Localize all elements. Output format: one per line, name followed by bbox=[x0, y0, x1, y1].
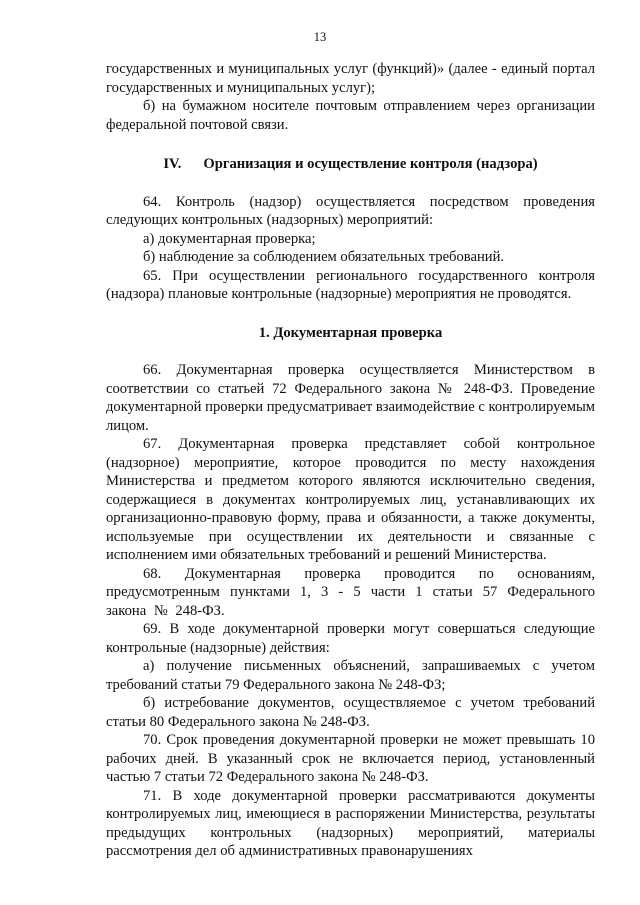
document-body bbox=[106, 60, 595, 861]
list-item-69b: б) истребование документов, осуществляемое с учетом требований статьи 80 Федерального закона № 248-ФЗ. bbox=[106, 695, 595, 730]
subsection-heading: 1. Документарная проверка bbox=[258, 324, 443, 341]
list-item-a: а) документарная проверка; bbox=[143, 230, 316, 247]
section-title: Организация и осуществление контроля (надзора) bbox=[203, 156, 538, 172]
page-number: 13 bbox=[313, 30, 327, 44]
paragraph-portal: государственных и муниципальных услуг (функций)» (далее - единый портал государственных и муниципальных услуг); bbox=[106, 61, 595, 96]
paragraph-69: 69. В ходе документарной проверки могут совершаться следующие контрольные (надзорные) действия: bbox=[106, 621, 595, 656]
paragraph-65: 65. При осуществлении регионального государственного контроля (надзора) плановые контрольные (надзорные) мероприятия не проводятся. bbox=[106, 267, 595, 302]
paragraph-66: 66. Документарная проверка осуществляется Министерством в соответствии со статьей 72 Федерального закона № 248-ФЗ. Проведение документарной проверки предусматривает взаимодействие с контролируемым лицом. bbox=[106, 362, 595, 434]
paragraph-67: 67. Документарная проверка представляет собой контрольное (надзорное) мероприятие, которое проводится по месту нахождения Министерства и предметом которого являются исключительно сведения, содержащиеся в документах контролируемых лиц, устанавливающих их организационно-правовую форму, права и обязанности, а также документы, используемые при осуществлении их деятельности и связанные с исполнением ими обязательных требований и решений Министерства. bbox=[106, 436, 595, 563]
paragraph-68: 68. Документарная проверка проводится по основаниям, предусмотренным пунктами 1, 3 - 5 части 1 статьи 57 Федерального закона № 248-ФЗ. bbox=[106, 565, 595, 619]
paragraph-70: 70. Срок проведения документарной проверки не может превышать 10 рабочих дней. В указанный срок не включается период, установленный частью 7 статьи 72 Федерального закона № 248-ФЗ. bbox=[106, 732, 595, 785]
list-item-69a: а) получение письменных объяснений, запрашиваемых с учетом требований статьи 79 Федерального закона № 248-ФЗ; bbox=[106, 658, 595, 693]
section-number: IV. bbox=[163, 156, 182, 172]
paragraph-mail: б) на бумажном носителе почтовым отправлением через организации федеральной почтовой связи. bbox=[106, 98, 595, 133]
paragraph-71: 71. В ходе документарной проверки рассматриваются документы контролируемых лиц, имеющиеся в распоряжении Министерства, результаты предыдущих контрольных (надзорных) мероприятий, материалы рассмотрения дел об административных правонарушениях bbox=[106, 787, 595, 859]
section-heading bbox=[106, 155, 595, 174]
list-item-b: б) наблюдение за соблюдением обязательных требований. bbox=[143, 249, 505, 265]
paragraph-64: 64. Контроль (надзор) осуществляется посредством проведения следующих контрольных (надзорных) мероприятий: bbox=[106, 193, 595, 228]
